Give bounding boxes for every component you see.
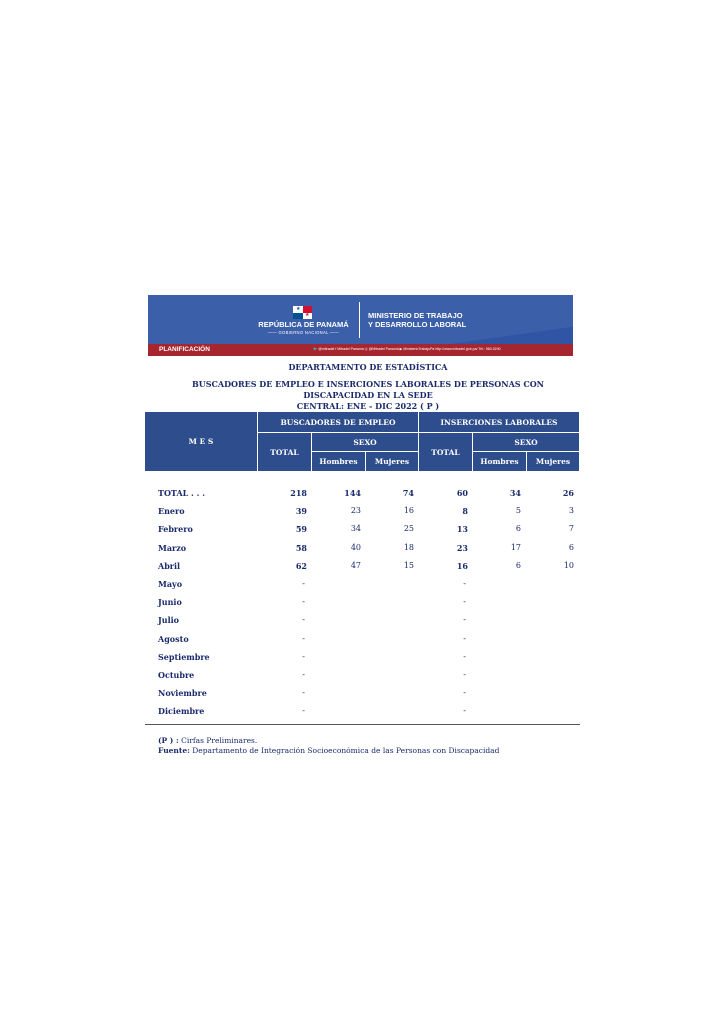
report-title-line-1: BUSCADORES DE EMPLEO E INSERCIONES LABORALES DE PERSONAS CON DISCAPACIDAD EN LA SEDE bbox=[192, 379, 544, 400]
cell-mes: Mayo bbox=[158, 579, 183, 589]
cell-b-total: - bbox=[302, 651, 305, 661]
cell-mes: Febrero bbox=[158, 524, 193, 535]
cell-b-total: 58 bbox=[295, 542, 307, 553]
cell-i-h: 5 bbox=[515, 506, 521, 516]
cell-i-total: - bbox=[463, 615, 466, 625]
banner-top bbox=[148, 295, 573, 344]
cell-i-total: 16 bbox=[456, 560, 468, 571]
cell-b-total: - bbox=[302, 670, 305, 679]
cell-i-total: - bbox=[463, 597, 466, 607]
cell-i-m: 7 bbox=[568, 524, 574, 534]
header-inserciones: INSERCIONES LABORALES bbox=[419, 412, 579, 432]
cell-i-total: - bbox=[463, 651, 466, 661]
cell-b-m: 25 bbox=[403, 524, 414, 534]
cell-b-m: 15 bbox=[403, 560, 414, 570]
ministry-name: MINISTERIO DE TRABAJO Y DESARROLLO LABORAL bbox=[368, 311, 467, 329]
note-source-label: Fuente: bbox=[158, 746, 190, 755]
cell-b-total: - bbox=[302, 615, 305, 625]
cell-b-total: 62 bbox=[295, 560, 307, 571]
cell-i-total: - bbox=[463, 670, 466, 679]
note-preliminary-label: (P ) : bbox=[158, 736, 179, 745]
header-total-buscadores: TOTAL bbox=[258, 433, 311, 471]
note-preliminary-text: Cirfas Preliminares. bbox=[181, 736, 258, 745]
header-hombres-buscadores: Hombres bbox=[312, 452, 365, 471]
cell-i-m: 3 bbox=[568, 506, 574, 516]
cell-i-h: 34 bbox=[509, 488, 521, 498]
header-sexo-buscadores: SEXO bbox=[312, 433, 418, 451]
cell-mes: Julio bbox=[158, 615, 180, 626]
header-sexo-inserciones: SEXO bbox=[473, 433, 579, 451]
banner-divider bbox=[359, 302, 360, 338]
cell-mes: TOTAL . . . bbox=[158, 488, 205, 498]
cell-b-total: - bbox=[302, 633, 305, 643]
header-mujeres-buscadores: Mujeres bbox=[366, 452, 418, 471]
note-preliminary bbox=[158, 736, 257, 745]
section-label: PLANIFICACIÓN bbox=[159, 346, 210, 353]
cell-i-total: 13 bbox=[456, 524, 468, 535]
cell-i-total: - bbox=[463, 579, 466, 588]
social-links: 🐦 @mitradel f Mitradel Panamá ◎ @Mitradel Panamá ▶ MinisterioTrabajoPa http://www.mitradel.gob.pa/ Tel.: 560-0240 bbox=[313, 347, 501, 351]
cell-b-total: 59 bbox=[295, 524, 307, 535]
cell-b-total: 218 bbox=[290, 488, 307, 498]
cell-mes: Agosto bbox=[158, 633, 189, 644]
cell-b-m: 16 bbox=[403, 506, 414, 516]
header-total-inserciones: TOTAL bbox=[419, 433, 472, 471]
republic-name: REPÚBLICA DE PANAMÁ bbox=[258, 320, 349, 329]
report-title-line-2: CENTRAL: ENE - DIC 2022 ( P ) bbox=[296, 401, 440, 411]
cell-i-total: 23 bbox=[456, 542, 468, 553]
cell-b-total: - bbox=[302, 597, 305, 607]
header-banner bbox=[148, 295, 573, 356]
cell-b-h: 23 bbox=[350, 506, 361, 516]
cell-mes: Noviembre bbox=[158, 688, 207, 699]
cell-b-h: 144 bbox=[344, 488, 361, 498]
cell-mes: Diciembre bbox=[158, 706, 205, 717]
table-bottom-rule bbox=[145, 724, 580, 725]
note-source-text: Departamento de Integración Socioeconómica de las Personas con Discapacidad bbox=[192, 746, 500, 755]
note-source bbox=[158, 746, 499, 755]
cell-i-m: 10 bbox=[563, 560, 574, 570]
department-heading: DEPARTAMENTO DE ESTADÍSTICA bbox=[288, 362, 448, 372]
cell-i-h: 6 bbox=[515, 524, 521, 534]
government-name: —— GOBIERNO NACIONAL —— bbox=[268, 330, 339, 335]
header-buscadores: BUSCADORES DE EMPLEO bbox=[258, 412, 418, 432]
header-mujeres-inserciones: Mujeres bbox=[527, 452, 579, 471]
cell-mes: Marzo bbox=[158, 542, 187, 553]
cell-i-total: - bbox=[463, 688, 466, 698]
cell-b-total: - bbox=[302, 579, 305, 588]
header-mes: M E S bbox=[145, 412, 257, 471]
cell-i-total: - bbox=[463, 706, 466, 716]
cell-i-total: 8 bbox=[462, 506, 468, 517]
cell-mes: Abril bbox=[158, 560, 181, 571]
header-hombres-inserciones: Hombres bbox=[473, 452, 526, 471]
banner-bottom-strip bbox=[148, 344, 573, 356]
cell-b-total: 39 bbox=[295, 506, 307, 517]
cell-i-h: 6 bbox=[515, 560, 521, 570]
cell-b-m: 74 bbox=[402, 488, 414, 498]
cell-b-h: 40 bbox=[350, 542, 361, 552]
cell-mes: Junio bbox=[158, 597, 182, 608]
cell-b-h: 47 bbox=[350, 560, 361, 570]
cell-mes: Septiembre bbox=[158, 651, 210, 662]
cell-i-total: 60 bbox=[456, 488, 468, 498]
cell-b-total: - bbox=[302, 706, 305, 716]
cell-i-m: 6 bbox=[568, 542, 574, 552]
cell-i-m: 26 bbox=[562, 488, 574, 498]
cell-mes: Enero bbox=[158, 506, 185, 517]
cell-b-m: 18 bbox=[403, 542, 414, 552]
cell-b-total: - bbox=[302, 688, 305, 698]
cell-b-h: 34 bbox=[350, 524, 361, 534]
report-title bbox=[160, 379, 576, 412]
cell-i-h: 17 bbox=[510, 542, 521, 552]
cell-i-total: - bbox=[463, 633, 466, 643]
panama-flag-icon: ★ ★ bbox=[293, 306, 312, 319]
cell-mes: Octubre bbox=[158, 670, 195, 680]
